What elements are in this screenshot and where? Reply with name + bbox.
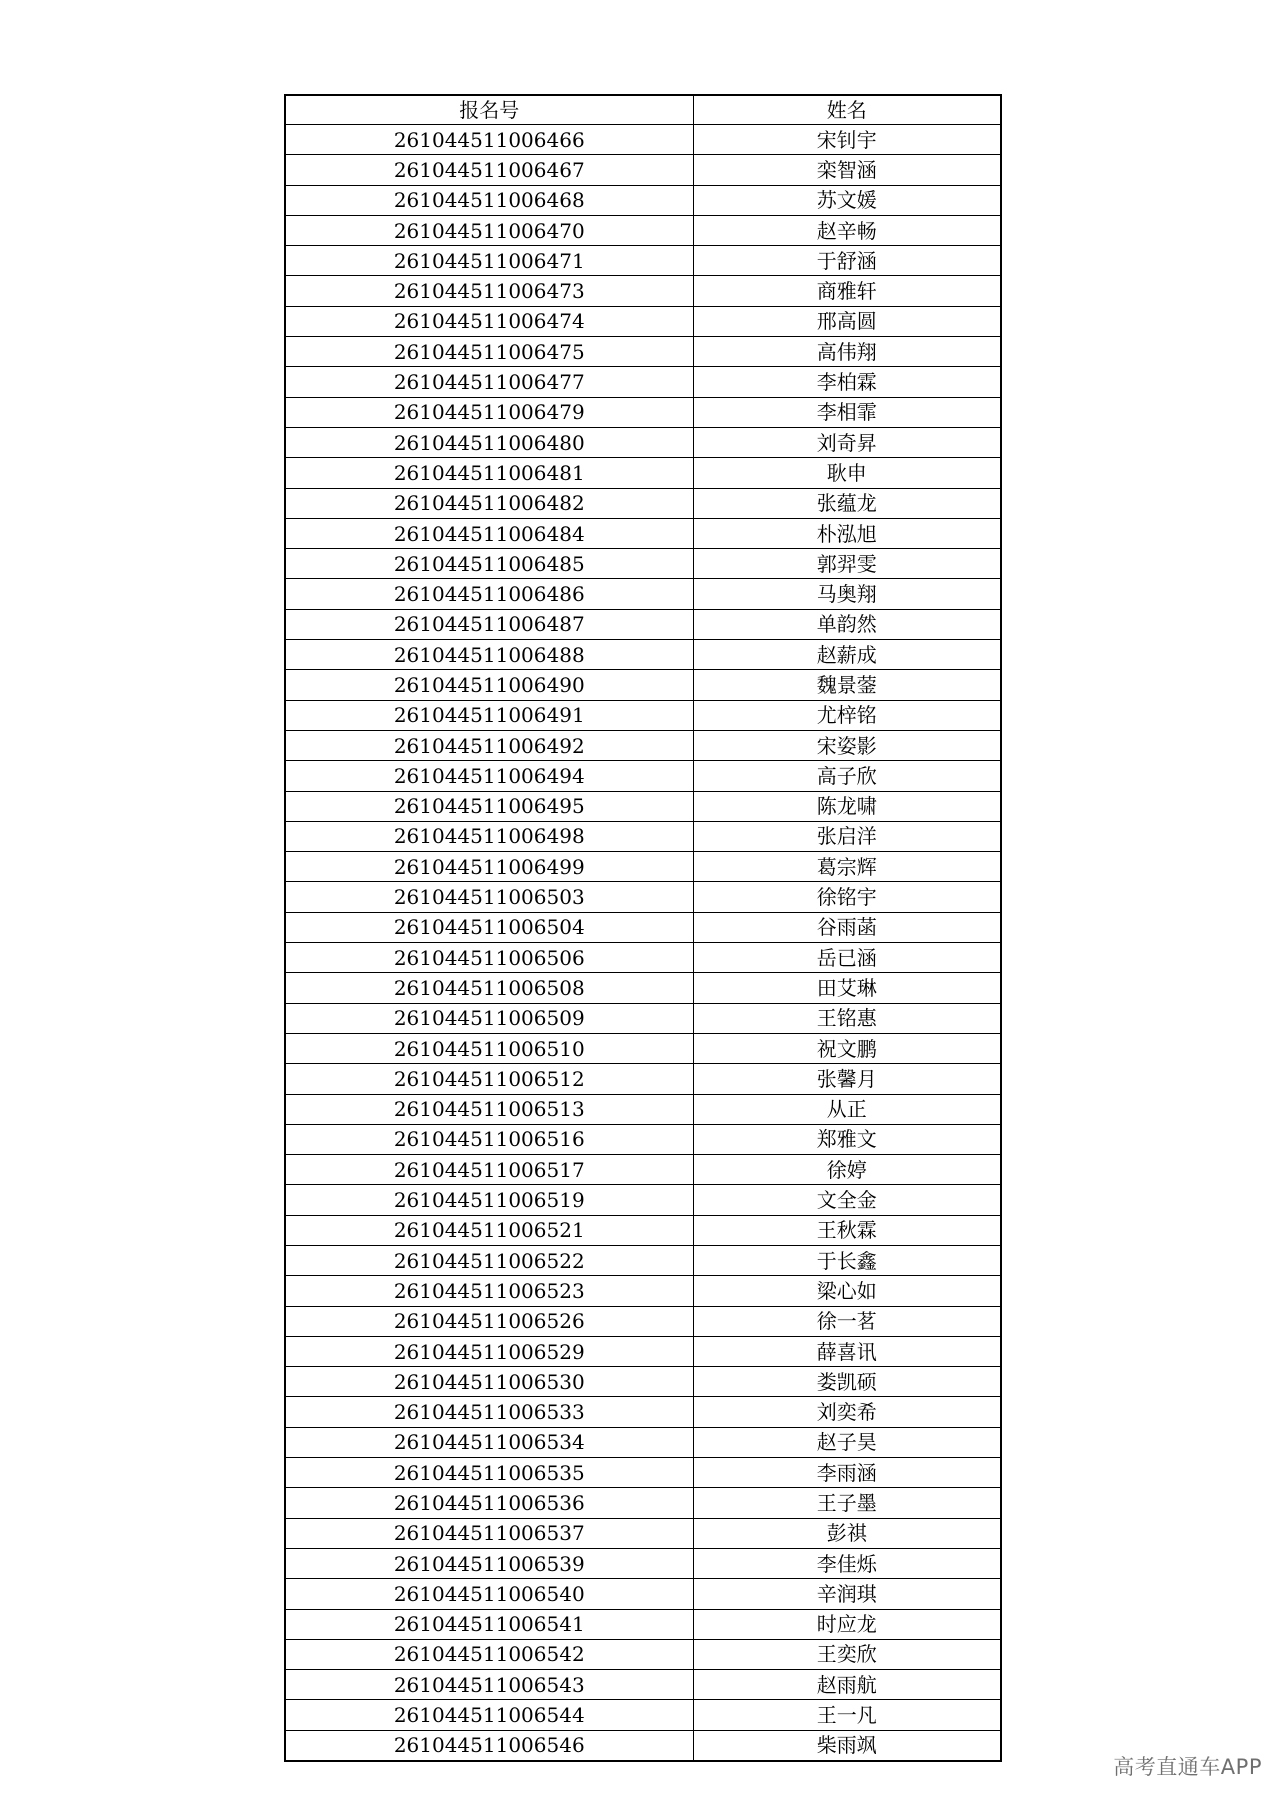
name-cell: 娄凯硕 xyxy=(693,1367,1001,1397)
name-cell: 宋姿影 xyxy=(693,730,1001,760)
registration-number-cell: 261044511006543 xyxy=(285,1670,693,1700)
name-cell: 岳已涵 xyxy=(693,943,1001,973)
name-cell: 文全金 xyxy=(693,1185,1001,1215)
registration-number-cell: 261044511006521 xyxy=(285,1215,693,1245)
registration-number-cell: 261044511006530 xyxy=(285,1367,693,1397)
table-row xyxy=(285,1306,1001,1336)
registration-number-cell: 261044511006467 xyxy=(285,155,693,185)
registration-number-cell: 261044511006487 xyxy=(285,609,693,639)
name-cell: 朴泓旭 xyxy=(693,518,1001,548)
registration-number-cell: 261044511006541 xyxy=(285,1609,693,1639)
registration-number-cell: 261044511006477 xyxy=(285,367,693,397)
name-cell: 王铭惠 xyxy=(693,1003,1001,1033)
candidate-table xyxy=(284,94,1002,1762)
watermark-text: 高考直通车APP xyxy=(1113,1755,1262,1779)
table-row xyxy=(285,549,1001,579)
name-cell: 辛润琪 xyxy=(693,1579,1001,1609)
registration-number-cell: 261044511006498 xyxy=(285,821,693,851)
table-row xyxy=(285,943,1001,973)
table-row xyxy=(285,1367,1001,1397)
registration-number-cell: 261044511006499 xyxy=(285,852,693,882)
name-cell: 郑雅文 xyxy=(693,1124,1001,1154)
name-cell: 彭祺 xyxy=(693,1518,1001,1548)
name-cell: 于舒涵 xyxy=(693,246,1001,276)
table-row xyxy=(285,1579,1001,1609)
registration-number-cell: 261044511006523 xyxy=(285,1276,693,1306)
table-row xyxy=(285,306,1001,336)
table-row xyxy=(285,1245,1001,1275)
registration-number-cell: 261044511006534 xyxy=(285,1427,693,1457)
name-cell: 张馨月 xyxy=(693,1064,1001,1094)
registration-number-cell: 261044511006495 xyxy=(285,791,693,821)
table-row xyxy=(285,1215,1001,1245)
name-cell: 赵雨航 xyxy=(693,1670,1001,1700)
table-row xyxy=(285,670,1001,700)
table-row xyxy=(285,730,1001,760)
registration-number-cell: 261044511006510 xyxy=(285,1033,693,1063)
table-row xyxy=(285,1094,1001,1124)
registration-number-cell: 261044511006539 xyxy=(285,1548,693,1578)
registration-number-cell: 261044511006512 xyxy=(285,1064,693,1094)
table-row xyxy=(285,1458,1001,1488)
name-cell: 谷雨菡 xyxy=(693,912,1001,942)
registration-number-cell: 261044511006526 xyxy=(285,1306,693,1336)
registration-number-cell: 261044511006513 xyxy=(285,1094,693,1124)
name-cell: 商雅轩 xyxy=(693,276,1001,306)
table-row xyxy=(285,882,1001,912)
table-row xyxy=(285,1185,1001,1215)
table-row xyxy=(285,1033,1001,1063)
registration-number-cell: 261044511006529 xyxy=(285,1336,693,1366)
table-row xyxy=(285,1427,1001,1457)
name-cell: 王子墨 xyxy=(693,1488,1001,1518)
name-cell: 梁心如 xyxy=(693,1276,1001,1306)
registration-number-cell: 261044511006470 xyxy=(285,215,693,245)
registration-number-cell: 261044511006473 xyxy=(285,276,693,306)
registration-number-cell: 261044511006485 xyxy=(285,549,693,579)
table-row xyxy=(285,185,1001,215)
registration-number-cell: 261044511006480 xyxy=(285,427,693,457)
table-row xyxy=(285,700,1001,730)
name-cell: 魏景蓥 xyxy=(693,670,1001,700)
registration-number-cell: 261044511006536 xyxy=(285,1488,693,1518)
registration-number-cell: 261044511006522 xyxy=(285,1245,693,1275)
registration-number-cell: 261044511006494 xyxy=(285,761,693,791)
registration-number-cell: 261044511006471 xyxy=(285,246,693,276)
registration-number-cell: 261044511006506 xyxy=(285,943,693,973)
registration-number-cell: 261044511006535 xyxy=(285,1458,693,1488)
name-cell: 高子欣 xyxy=(693,761,1001,791)
registration-number-cell: 261044511006475 xyxy=(285,337,693,367)
table-row xyxy=(285,1639,1001,1669)
table-row xyxy=(285,155,1001,185)
name-cell: 徐婷 xyxy=(693,1155,1001,1185)
table-row xyxy=(285,1124,1001,1154)
table-row xyxy=(285,276,1001,306)
name-cell: 徐铭宇 xyxy=(693,882,1001,912)
table-row xyxy=(285,1003,1001,1033)
name-cell: 马奥翔 xyxy=(693,579,1001,609)
registration-number-cell: 261044511006516 xyxy=(285,1124,693,1154)
table-row xyxy=(285,488,1001,518)
table-row xyxy=(285,1336,1001,1366)
registration-number-cell: 261044511006491 xyxy=(285,700,693,730)
table-row xyxy=(285,1609,1001,1639)
registration-number-cell: 261044511006537 xyxy=(285,1518,693,1548)
registration-number-cell: 261044511006482 xyxy=(285,488,693,518)
table-row xyxy=(285,973,1001,1003)
table-row xyxy=(285,215,1001,245)
table-row xyxy=(285,1548,1001,1578)
table-row xyxy=(285,458,1001,488)
registration-number-cell: 261044511006533 xyxy=(285,1397,693,1427)
name-cell: 赵子昊 xyxy=(693,1427,1001,1457)
name-cell: 葛宗辉 xyxy=(693,852,1001,882)
table-row xyxy=(285,912,1001,942)
table-row xyxy=(285,852,1001,882)
name-cell: 柴雨飒 xyxy=(693,1730,1001,1761)
registration-number-cell: 261044511006542 xyxy=(285,1639,693,1669)
table-row xyxy=(285,337,1001,367)
column-header-name: 姓名 xyxy=(693,95,1001,125)
name-cell: 邢高圆 xyxy=(693,306,1001,336)
name-cell: 祝文鹏 xyxy=(693,1033,1001,1063)
name-cell: 薛喜讯 xyxy=(693,1336,1001,1366)
registration-number-cell: 261044511006486 xyxy=(285,579,693,609)
table-row xyxy=(285,640,1001,670)
table-row xyxy=(285,821,1001,851)
table-row xyxy=(285,609,1001,639)
name-cell: 单韵然 xyxy=(693,609,1001,639)
table-row xyxy=(285,1155,1001,1185)
registration-number-cell: 261044511006509 xyxy=(285,1003,693,1033)
registration-number-cell: 261044511006508 xyxy=(285,973,693,1003)
name-cell: 田艾琳 xyxy=(693,973,1001,1003)
name-cell: 栾智涵 xyxy=(693,155,1001,185)
name-cell: 时应龙 xyxy=(693,1609,1001,1639)
name-cell: 王秋霖 xyxy=(693,1215,1001,1245)
table-row xyxy=(285,579,1001,609)
column-header-registration-number: 报名号 xyxy=(285,95,693,125)
table-row xyxy=(285,1488,1001,1518)
table-row xyxy=(285,791,1001,821)
name-cell: 尤梓铭 xyxy=(693,700,1001,730)
name-cell: 于长鑫 xyxy=(693,1245,1001,1275)
table-row xyxy=(285,1276,1001,1306)
table-row xyxy=(285,1518,1001,1548)
name-cell: 张启洋 xyxy=(693,821,1001,851)
name-cell: 赵辛畅 xyxy=(693,215,1001,245)
registration-number-cell: 261044511006503 xyxy=(285,882,693,912)
table-row xyxy=(285,427,1001,457)
registration-number-cell: 261044511006504 xyxy=(285,912,693,942)
table-row xyxy=(285,1064,1001,1094)
registration-number-cell: 261044511006540 xyxy=(285,1579,693,1609)
table-row xyxy=(285,367,1001,397)
table-row xyxy=(285,518,1001,548)
table-row xyxy=(285,1700,1001,1730)
registration-number-cell: 261044511006488 xyxy=(285,640,693,670)
name-cell: 刘奇昇 xyxy=(693,427,1001,457)
name-cell: 陈龙啸 xyxy=(693,791,1001,821)
table-row xyxy=(285,1397,1001,1427)
registration-number-cell: 261044511006492 xyxy=(285,730,693,760)
registration-number-cell: 261044511006468 xyxy=(285,185,693,215)
registration-number-cell: 261044511006481 xyxy=(285,458,693,488)
name-cell: 刘奕希 xyxy=(693,1397,1001,1427)
table-row xyxy=(285,1670,1001,1700)
name-cell: 赵薪成 xyxy=(693,640,1001,670)
registration-number-cell: 261044511006479 xyxy=(285,397,693,427)
table-row xyxy=(285,761,1001,791)
name-cell: 李柏霖 xyxy=(693,367,1001,397)
registration-number-cell: 261044511006466 xyxy=(285,125,693,155)
registration-number-cell: 261044511006490 xyxy=(285,670,693,700)
name-cell: 苏文媛 xyxy=(693,185,1001,215)
table-row xyxy=(285,125,1001,155)
registration-number-cell: 261044511006484 xyxy=(285,518,693,548)
registration-number-cell: 261044511006546 xyxy=(285,1730,693,1761)
table-header xyxy=(285,95,1001,125)
table-row xyxy=(285,246,1001,276)
registration-number-cell: 261044511006474 xyxy=(285,306,693,336)
name-cell: 从正 xyxy=(693,1094,1001,1124)
name-cell: 张蕴龙 xyxy=(693,488,1001,518)
name-cell: 宋钊宇 xyxy=(693,125,1001,155)
name-cell: 耿申 xyxy=(693,458,1001,488)
name-cell: 徐一茗 xyxy=(693,1306,1001,1336)
name-cell: 李相霏 xyxy=(693,397,1001,427)
name-cell: 李佳烁 xyxy=(693,1548,1001,1578)
name-cell: 高伟翔 xyxy=(693,337,1001,367)
table-body xyxy=(285,125,1001,1762)
header-row xyxy=(285,95,1001,125)
registration-number-cell: 261044511006517 xyxy=(285,1155,693,1185)
registration-number-cell: 261044511006519 xyxy=(285,1185,693,1215)
name-cell: 王奕欣 xyxy=(693,1639,1001,1669)
table-row xyxy=(285,397,1001,427)
name-cell: 郭羿雯 xyxy=(693,549,1001,579)
table-row xyxy=(285,1730,1001,1761)
name-cell: 王一凡 xyxy=(693,1700,1001,1730)
registration-number-cell: 261044511006544 xyxy=(285,1700,693,1730)
name-cell: 李雨涵 xyxy=(693,1458,1001,1488)
